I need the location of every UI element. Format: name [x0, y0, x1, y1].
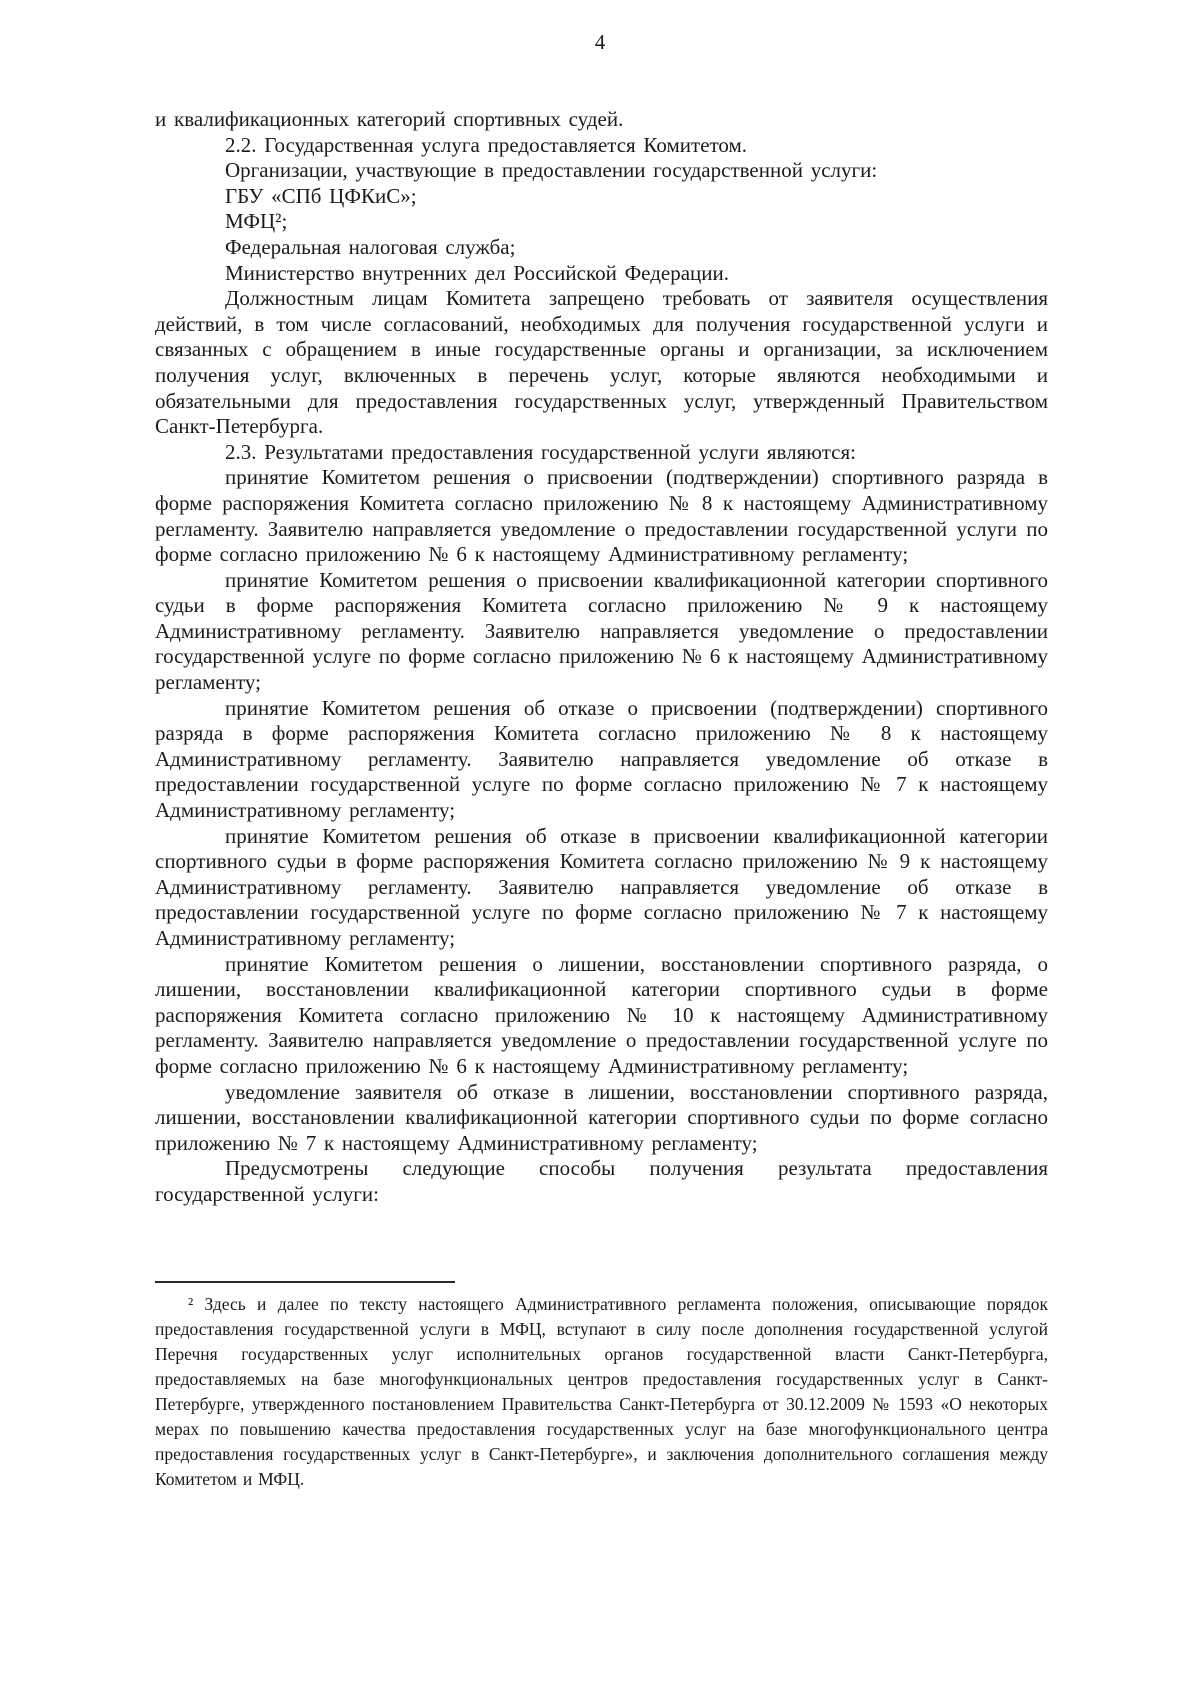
- paragraph: Предусмотрены следующие способы получения результата предоставления государственной услуги:: [155, 1156, 1048, 1206]
- paragraph: принятие Комитетом решения об отказе о присвоении (подтверждении) спортивного разряда в форме распоряжения Комитета согласно приложению № 8 к настоящему Административному регламенту. Заявителю направляется уведомление об отказе в предоставлении государственной услуге по форме согласно приложению № 7 к настоящему Административному регламенту;: [155, 695, 1048, 823]
- paragraph: принятие Комитетом решения о лишении, восстановлении спортивного разряда, о лишении, восстановлении квалификационной категории спортивного судьи в форме распоряжения Комитета согласно приложению № 10 к настоящему Административному регламенту. Заявителю направляется уведомление о предоставлении государственной услуге по форме согласно приложению № 6 к настоящему Административному регламенту;: [155, 951, 1048, 1078]
- document-body: [155, 107, 1048, 1208]
- paragraph: принятие Комитетом решения о присвоении квалификационной категории спортивного судьи в форме распоряжения Комитета согласно приложению № 9 к настоящему Административному регламенту. Заявителю направляется уведомление о предоставлении государственной услуге по форме согласно приложению № 6 к настоящему Административному регламенту;: [155, 567, 1048, 695]
- paragraph: уведомление заявителя об отказе в лишении, восстановлении спортивного разряда, лишении, восстановлении квалификационной категории спортивного судьи по форме согласно приложению № 7 к настоящему Административному регламенту;: [155, 1079, 1048, 1155]
- paragraph: 2.2. Государственная услуга предоставляется Комитетом.: [225, 132, 748, 157]
- paragraph: 2.3. Результатами предоставления государственной услуги являются:: [225, 439, 856, 464]
- paragraph: принятие Комитетом решения о присвоении (подтверждении) спортивного разряда в форме распоряжения Комитета согласно приложению № 8 к настоящему Административному регламенту. Заявителю направляется уведомление о предоставлении государственной услуги по форме согласно приложению № 6 к настоящему Административному регламенту;: [155, 465, 1048, 567]
- paragraph: принятие Комитетом решения об отказе в присвоении квалификационной категории спортивного судьи в форме распоряжения Комитета согласно приложению № 9 к настоящему Административному регламенту. Заявителю направляется уведомление об отказе в предоставлении государственной услуге по форме согласно приложению № 7 к настоящему Административному регламенту;: [155, 823, 1048, 950]
- page-number: 4: [594, 30, 606, 54]
- footnote-separator-rule: [155, 1281, 455, 1283]
- footnote-text: ² Здесь и далее по тексту настоящего Административного регламента положения, описывающие порядок предоставления государственной услуги в МФЦ, вступают в силу после дополнения государственной услугой Перечня государственных услуг исполнительных органов государственной власти Санкт-Петербурга, предоставляемых на базе многофункциональных центров предоставления государственных услуг в Санкт-Петербурге, утвержденного постановлением Правительства Санкт-Петербурга от 30.12.2009 № 1593 «О некоторых мерах по повышению качества предоставления государственных услуг на базе многофункционального центра предоставления государственных услуг в Санкт-Петербурге», и заключения дополнительного соглашения между Комитетом и МФЦ.: [155, 1294, 1048, 1489]
- paragraph: ГБУ «СПб ЦФКиС»;: [225, 183, 417, 208]
- paragraph: Министерство внутренних дел Российской Федерации.: [225, 260, 730, 285]
- footnote: [155, 1292, 1048, 1492]
- paragraph: Федеральная налоговая служба;: [225, 234, 516, 259]
- paragraph: и квалификационных категорий спортивных судей.: [155, 107, 624, 131]
- paragraph: Должностным лицам Комитета запрещено требовать от заявителя осуществления действий, в том числе согласований, необходимых для получения государственной услуги и связанных с обращением в иные государственные органы и организации, за исключением получения услуг, включенных в перечень услуг, которые являются необходимыми и обязательными для предоставления государственных услуг, утвержденный Правительством Санкт-Петербурга.: [155, 286, 1048, 439]
- paragraph: Организации, участвующие в предоставлении государственной услуги:: [225, 158, 878, 183]
- paragraph: МФЦ²;: [225, 209, 288, 234]
